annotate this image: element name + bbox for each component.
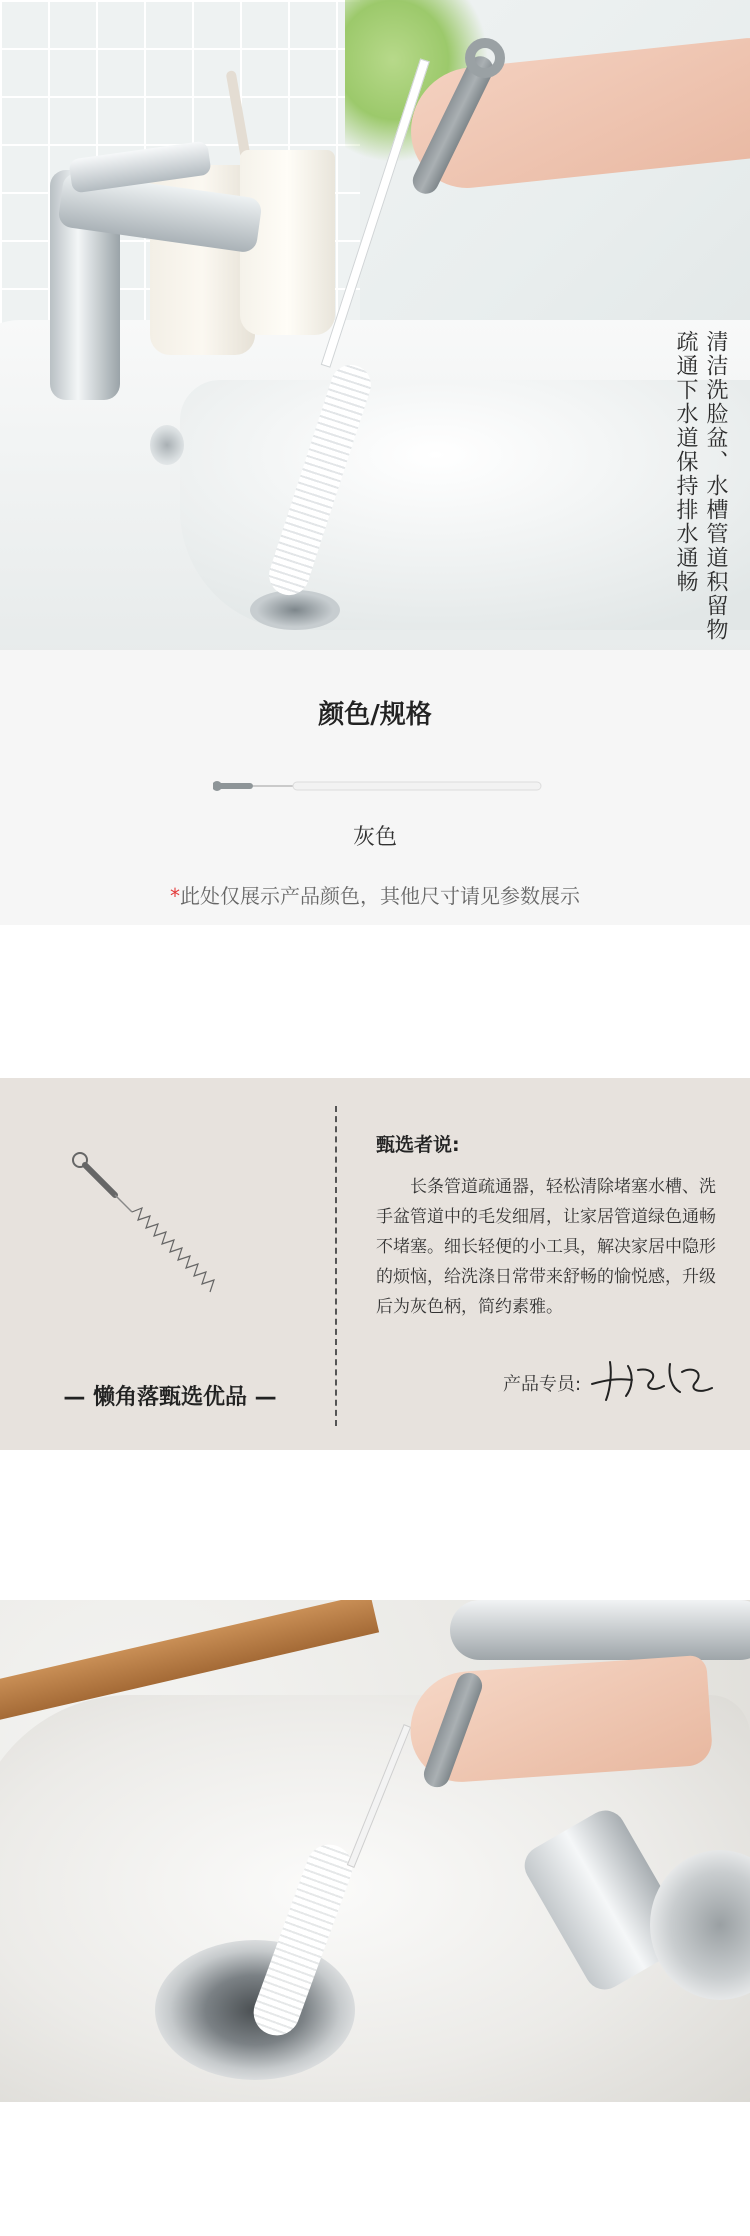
hero-caption-line-1: 清洁洗脸盆、水槽管道积留物 (703, 330, 728, 642)
dashed-divider (335, 1106, 337, 1426)
color-option-label: 灰色 (352, 825, 397, 850)
curator-description: 长条管道疏通器，轻松清除堵塞水槽、洗手盆管道中的毛发细屑，让家居管道绿色通畅不堵塞。细长轻便的小工具，解决家居中隐形的烦恼，给洗涤日常带来舒畅的愉悦感，升级后为灰色柄，简约素雅。 (376, 1177, 716, 1317)
spec-title: 颜色/规格 (318, 700, 432, 730)
note-text: 此处仅展示产品颜色，其他尺寸请见参数展示 (180, 884, 580, 908)
curator-heading: 甄选者说: (376, 1134, 460, 1156)
kitchen-sink-photo (0, 1600, 750, 2102)
curator-slogan: — 懒角落甄选优品 — (63, 1385, 277, 1410)
note-asterisk: * (170, 884, 180, 908)
hero-caption-line-2: 疏通下水道保持排水通畅 (673, 330, 698, 594)
curator-section (0, 1078, 750, 1450)
handwritten-signature (588, 1350, 718, 1404)
hero-photo (0, 0, 750, 650)
product-brush-thumbnail (213, 780, 543, 792)
sink-drain (250, 590, 340, 630)
brush-hanging-ring (465, 38, 505, 78)
spec-note (0, 880, 750, 909)
kitchen-faucet (450, 1600, 750, 1660)
overflow-hole (150, 425, 184, 465)
signature-label: 产品专员: (503, 1374, 582, 1395)
color-spec-section (0, 650, 750, 925)
washbasin-bowl (180, 380, 750, 630)
brush-illustration (70, 1150, 270, 1360)
